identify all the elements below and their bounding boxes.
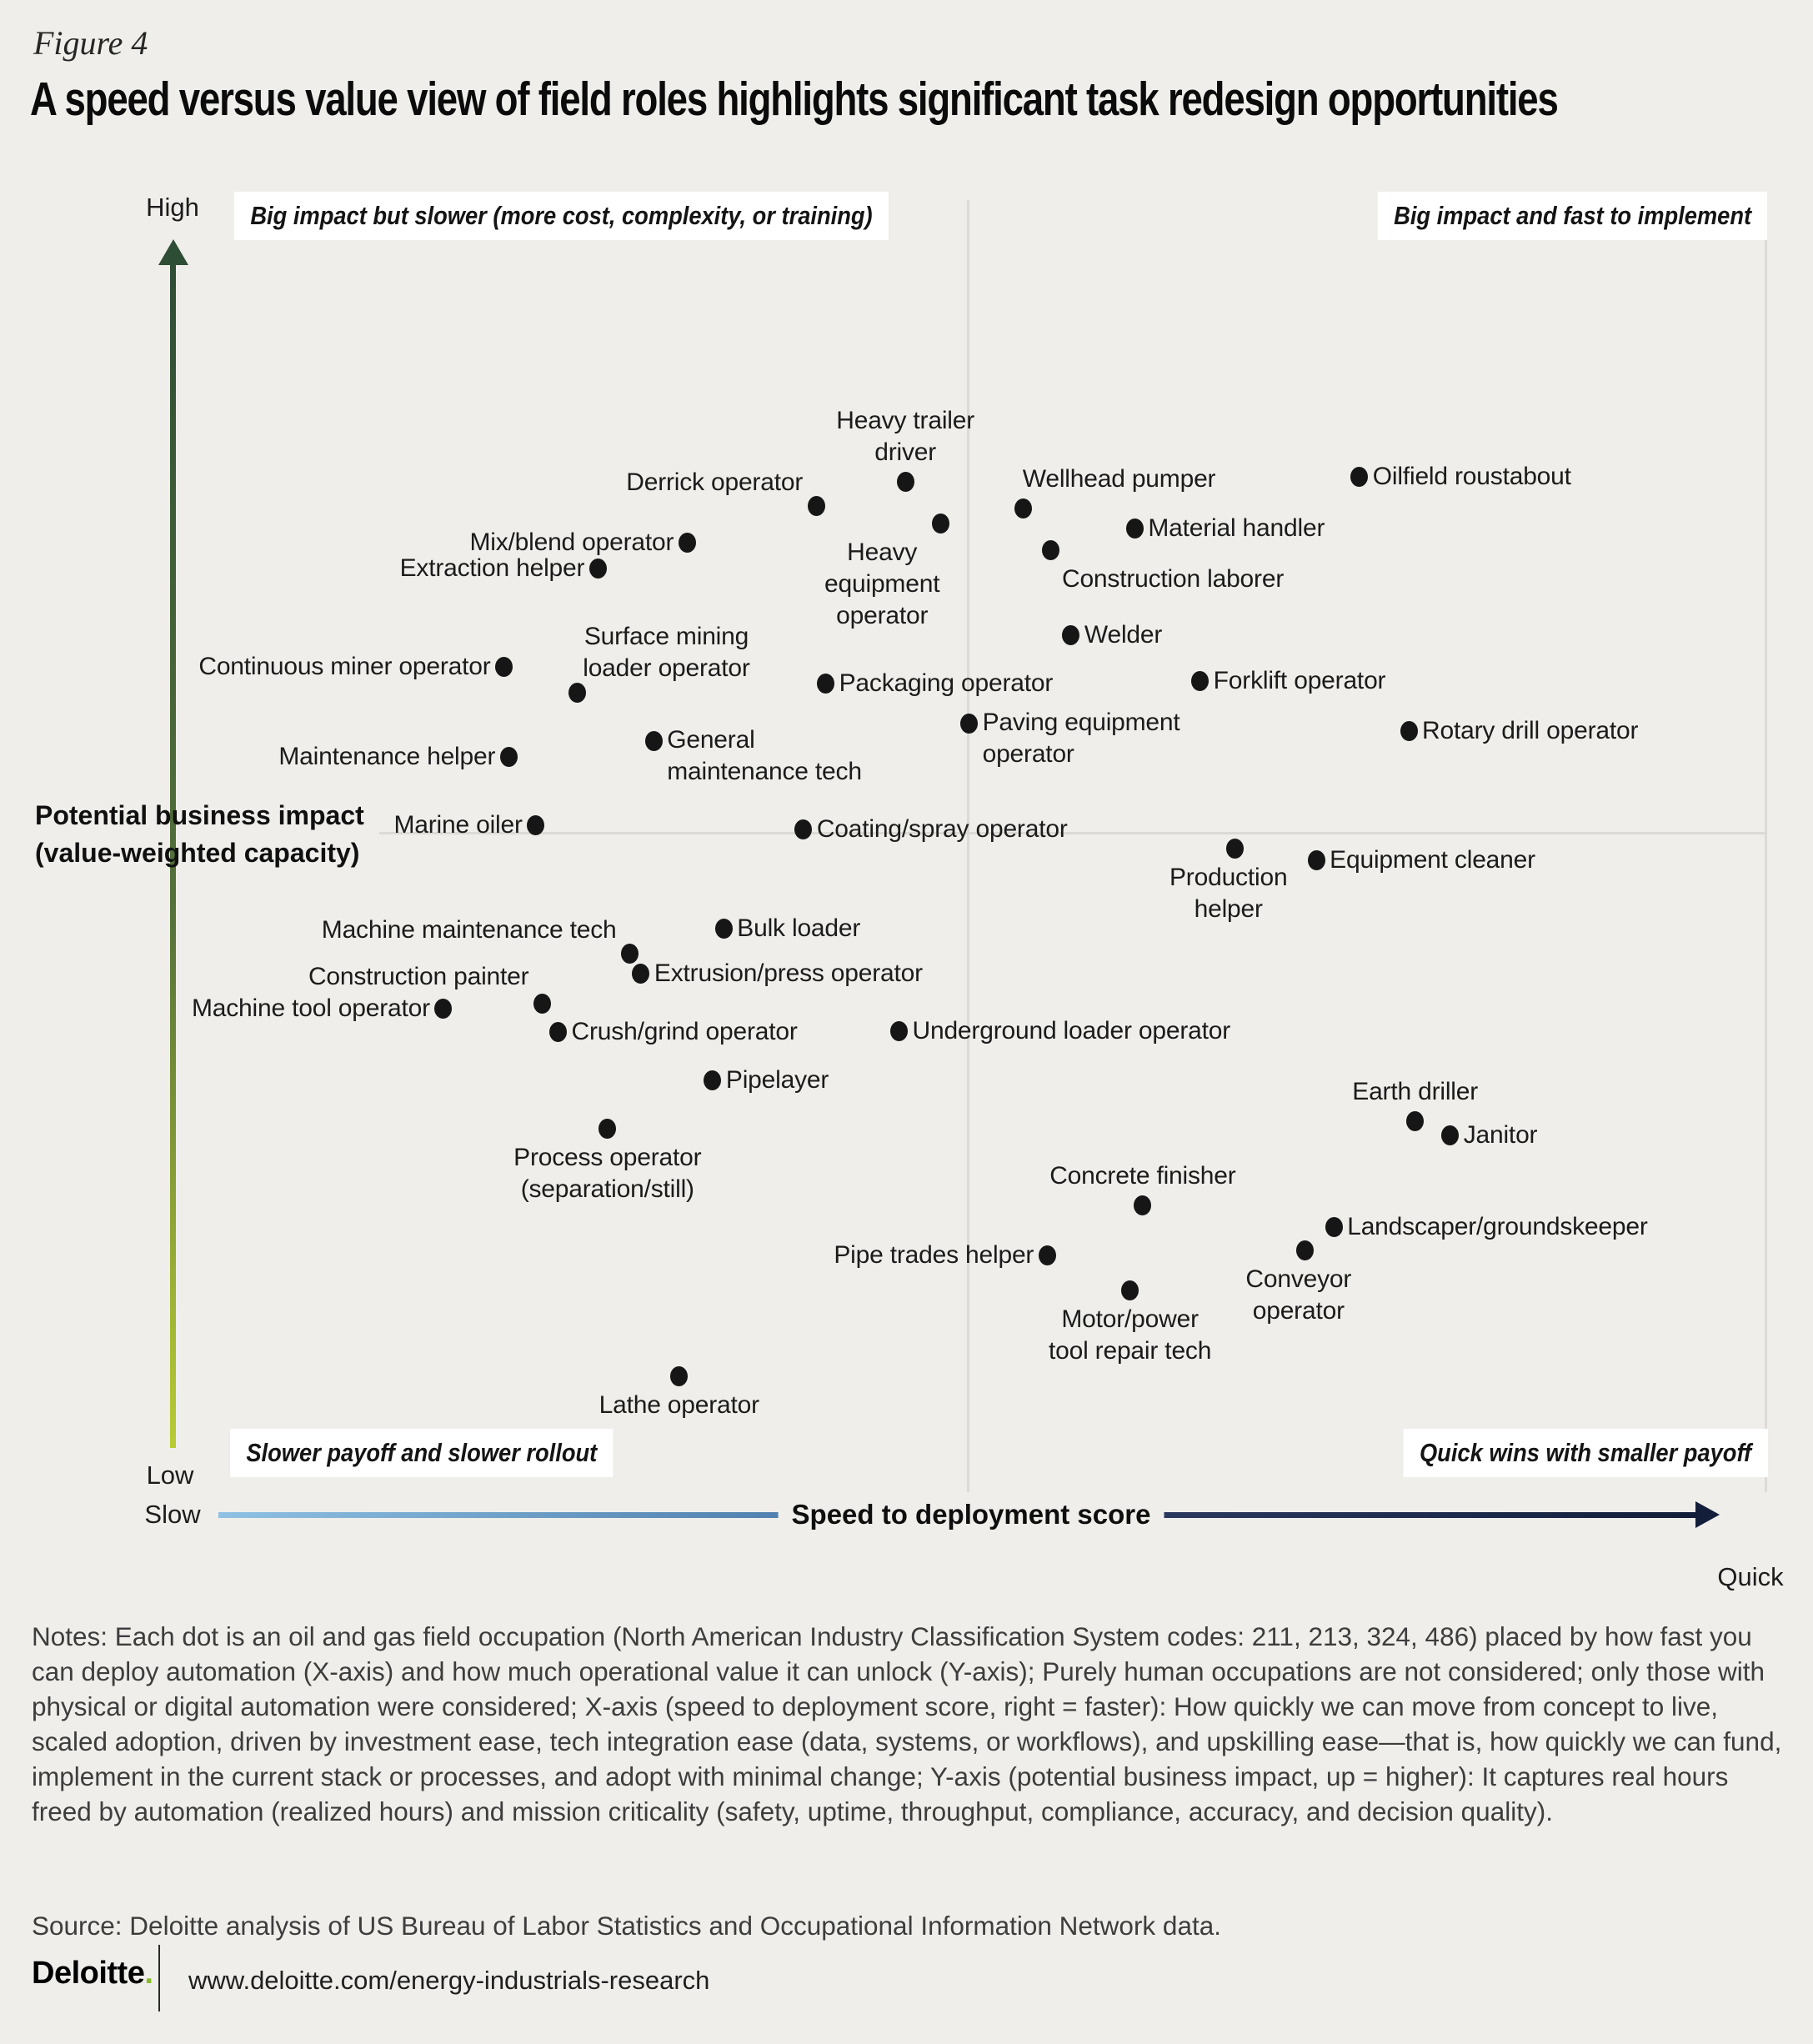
- data-point: [621, 944, 639, 964]
- data-point: [1226, 839, 1244, 859]
- data-point: [632, 964, 649, 984]
- data-point-label-line: Heavy trailer: [836, 406, 975, 434]
- data-point-label: [1169, 862, 1287, 925]
- y-axis-max-label: High: [146, 193, 199, 222]
- data-point: [533, 994, 551, 1014]
- data-point-label: [393, 809, 522, 841]
- data-point: [1042, 540, 1059, 560]
- data-point-label: [1049, 1160, 1235, 1192]
- data-point-label: [1330, 844, 1535, 876]
- data-point-label-line: Extrusion/press operator: [654, 959, 923, 988]
- data-point-label: [572, 1016, 798, 1048]
- data-point-label: [1464, 1120, 1538, 1151]
- data-point: [1296, 1240, 1314, 1260]
- data-point-label-line: Janitor: [1463, 1121, 1538, 1150]
- data-point-label: [834, 1240, 1034, 1271]
- data-point: [808, 496, 825, 516]
- data-point-label: [654, 958, 923, 989]
- data-point-label: [1347, 1211, 1647, 1243]
- x-axis-title: Speed to deployment score: [779, 1494, 1164, 1536]
- data-point-label: [836, 405, 974, 468]
- data-point-label: [817, 814, 1068, 845]
- data-point-label: [667, 724, 862, 788]
- data-point-label: [1214, 665, 1386, 697]
- data-point-label-line: Construction laborer: [1061, 565, 1285, 594]
- data-point-label-line: Lathe operator: [598, 1390, 759, 1419]
- data-point-label-line: Motor/power: [1061, 1305, 1199, 1334]
- data-point-label-line: Welder: [1084, 621, 1163, 649]
- quadrant-label-top-left: Big impact but slower (more cost, complexity, or training): [234, 192, 889, 240]
- data-point: [1191, 671, 1209, 691]
- data-point-label-line: operator: [836, 601, 929, 629]
- figure-title: A speed versus value view of field roles highlights significant task redesign opportunities: [30, 73, 1558, 126]
- figure-number: Figure 4: [33, 24, 148, 62]
- quadrant-label-bottom-right: Quick wins with smaller payoff: [1403, 1429, 1767, 1477]
- data-point-label-line: operator: [982, 739, 1074, 768]
- data-point-label-line: Derrick operator: [626, 468, 804, 497]
- data-point-label: [1049, 1304, 1211, 1367]
- horizontal-gridline: [379, 832, 1765, 834]
- data-point: [704, 1070, 721, 1090]
- data-point-label: [198, 651, 490, 683]
- data-point-label-line: Surface mining: [583, 622, 749, 650]
- data-point: [1400, 721, 1418, 741]
- data-point-label-line: Extraction helper: [399, 554, 585, 582]
- data-point-label: [308, 961, 528, 993]
- data-point: [1121, 1280, 1139, 1300]
- data-point: [817, 674, 834, 694]
- data-point-label: [1062, 564, 1284, 595]
- data-point-label: [626, 467, 803, 498]
- data-point-label-line: Process operator: [513, 1144, 702, 1172]
- data-point-label: [983, 707, 1180, 770]
- data-point-label-line: Rotary drill operator: [1422, 717, 1639, 745]
- data-point-label-line: Paving equipment: [982, 708, 1180, 736]
- y-axis-title-line2: (value-weighted capacity): [35, 838, 360, 868]
- data-point: [897, 472, 914, 492]
- data-point-label-line: Forklift operator: [1213, 666, 1386, 694]
- data-point: [645, 731, 663, 751]
- data-point-label: [1023, 463, 1216, 495]
- data-point: [679, 533, 696, 553]
- data-point: [1406, 1111, 1424, 1131]
- data-point-label-line: Earth driller: [1352, 1078, 1479, 1106]
- data-point-label-line: operator: [1252, 1297, 1345, 1325]
- data-point-label: [1084, 619, 1162, 651]
- data-point-label-line: Construction painter: [308, 963, 529, 991]
- data-point-label-line: Machine tool operator: [191, 994, 430, 1023]
- data-point-label-line: maintenance tech: [667, 758, 862, 786]
- data-point: [1062, 625, 1079, 645]
- data-point: [1039, 1245, 1056, 1265]
- data-point-label-line: Heavy: [847, 538, 918, 566]
- deloitte-logo-period: .: [144, 1956, 153, 1991]
- data-point-label: [726, 1065, 829, 1096]
- data-point: [500, 747, 518, 767]
- data-point: [568, 683, 586, 703]
- data-point-label-line: helper: [1194, 895, 1263, 924]
- deloitte-logo: [32, 1956, 153, 1991]
- plot-right-border: [1765, 200, 1767, 1492]
- data-point-label-line: driver: [874, 438, 937, 466]
- data-point-label: [599, 1390, 759, 1421]
- quadrant-label-bottom-left: Slower payoff and slower rollout: [230, 1429, 614, 1477]
- data-point-label-line: loader operator: [583, 654, 750, 682]
- data-point-label: [824, 537, 939, 632]
- data-point-label: [1148, 513, 1325, 544]
- data-point: [670, 1366, 688, 1386]
- footer-divider: [158, 1945, 160, 2011]
- notes-text: Notes: Each dot is an oil and gas field occupation (North American Industry Classification System codes: 211, 213, 324, 486) placed by how fast you can deploy automation (X-axis) and how much operational value it can unlock (Y-axis); Purely human occupations are not considered; only those with physical or digital automation were considered; X-axis (speed to deployment score, right = faster): How quickly we can move from concept to live, scaled adoption, driven by investment ease, tech integration ease (data, systems, or workflows), and upskilling ease—that is, how quickly we can fund, implement in the current stack or processes, and adopt with minimal change; Y-axis (potential business impact, up = higher): It captures real hours freed by automation (realized hours) and mission criticality (safety, uptime, throughput, compliance, accuracy, and decision quality).: [32, 1621, 1782, 1826]
- data-point-label-line: Concrete finisher: [1049, 1161, 1236, 1190]
- data-point: [1325, 1217, 1343, 1237]
- data-point-label-line: Underground loader operator: [912, 1016, 1231, 1045]
- data-point-label-line: Bulk loader: [737, 914, 861, 943]
- data-point-label: [583, 621, 749, 684]
- plot-area: [174, 200, 1767, 1492]
- data-point: [960, 714, 978, 734]
- source-text: Source: Deloitte analysis of US Bureau of Labor Statistics and Occupational Information Network data.: [32, 1911, 1221, 1941]
- data-point-label-line: Wellhead pumper: [1022, 465, 1216, 493]
- data-point-label-line: Oilfield roustabout: [1372, 462, 1571, 490]
- data-point-label: [192, 993, 430, 1025]
- data-point-label: [1422, 715, 1638, 747]
- data-point: [598, 1119, 616, 1139]
- data-point-label-line: Material handler: [1148, 514, 1325, 542]
- data-point-label-line: Production: [1169, 864, 1288, 892]
- data-point-label-line: (separation/still): [520, 1175, 694, 1204]
- x-axis-min-label: Slow: [144, 1500, 201, 1529]
- data-point-label-line: Packaging operator: [839, 669, 1054, 697]
- footer-url: www.deloitte.com/energy-industrials-research: [188, 1966, 710, 1995]
- y-axis-title: [35, 797, 364, 872]
- data-point-label-line: Mix/blend operator: [469, 528, 674, 556]
- deloitte-logo-text: Deloitte: [32, 1956, 145, 1991]
- y-axis-title-line1: Potential business impact: [35, 800, 364, 830]
- data-point-label: [400, 553, 585, 584]
- data-point-label: [737, 913, 860, 944]
- data-point-label: [278, 741, 495, 773]
- data-point: [1014, 498, 1032, 519]
- data-point-label: [1245, 1264, 1351, 1327]
- x-axis-arrowhead-icon: [1695, 1501, 1720, 1528]
- data-point: [589, 559, 607, 579]
- data-point: [1350, 467, 1368, 487]
- data-point-label: [913, 1015, 1231, 1047]
- data-point-label-line: Continuous miner operator: [198, 652, 491, 680]
- x-axis-max-label: Quick: [1717, 1562, 1784, 1591]
- data-point-label: [513, 1142, 701, 1205]
- data-point-label: [839, 668, 1054, 699]
- data-point: [1308, 850, 1325, 870]
- data-point-label-line: Machine maintenance tech: [321, 915, 617, 944]
- data-point-label: [1352, 1076, 1478, 1108]
- data-point: [495, 657, 513, 677]
- data-point-label-line: Conveyor: [1245, 1265, 1352, 1294]
- quadrant-label-top-right: Big impact and fast to implement: [1377, 192, 1767, 240]
- data-point: [549, 1022, 567, 1042]
- data-point: [890, 1021, 908, 1041]
- data-point-label-line: Maintenance helper: [278, 743, 496, 771]
- data-point: [794, 819, 812, 839]
- data-point-label: [322, 914, 617, 946]
- y-axis-min-label: Low: [146, 1460, 194, 1490]
- data-point: [932, 514, 949, 534]
- data-point-label-line: Pipe trades helper: [834, 1241, 1034, 1270]
- data-point-label-line: Crush/grind operator: [571, 1018, 798, 1046]
- data-point: [434, 999, 452, 1019]
- data-point-label-line: Marine oiler: [393, 811, 523, 839]
- data-point: [1134, 1195, 1151, 1215]
- data-point: [1441, 1125, 1459, 1145]
- data-point-label-line: Pipelayer: [725, 1065, 829, 1094]
- data-point-label-line: equipment: [824, 569, 940, 598]
- data-point-label-line: Landscaper/groundskeeper: [1347, 1213, 1648, 1241]
- data-point-label: [1373, 461, 1571, 493]
- data-point: [715, 919, 733, 939]
- data-point-label-line: Coating/spray operator: [816, 814, 1068, 843]
- data-point-label-line: Equipment cleaner: [1330, 846, 1535, 874]
- data-point-label-line: tool repair tech: [1048, 1337, 1212, 1365]
- data-point: [1126, 519, 1144, 539]
- data-point-label-line: General: [667, 726, 755, 754]
- vertical-gridline: [967, 200, 969, 1492]
